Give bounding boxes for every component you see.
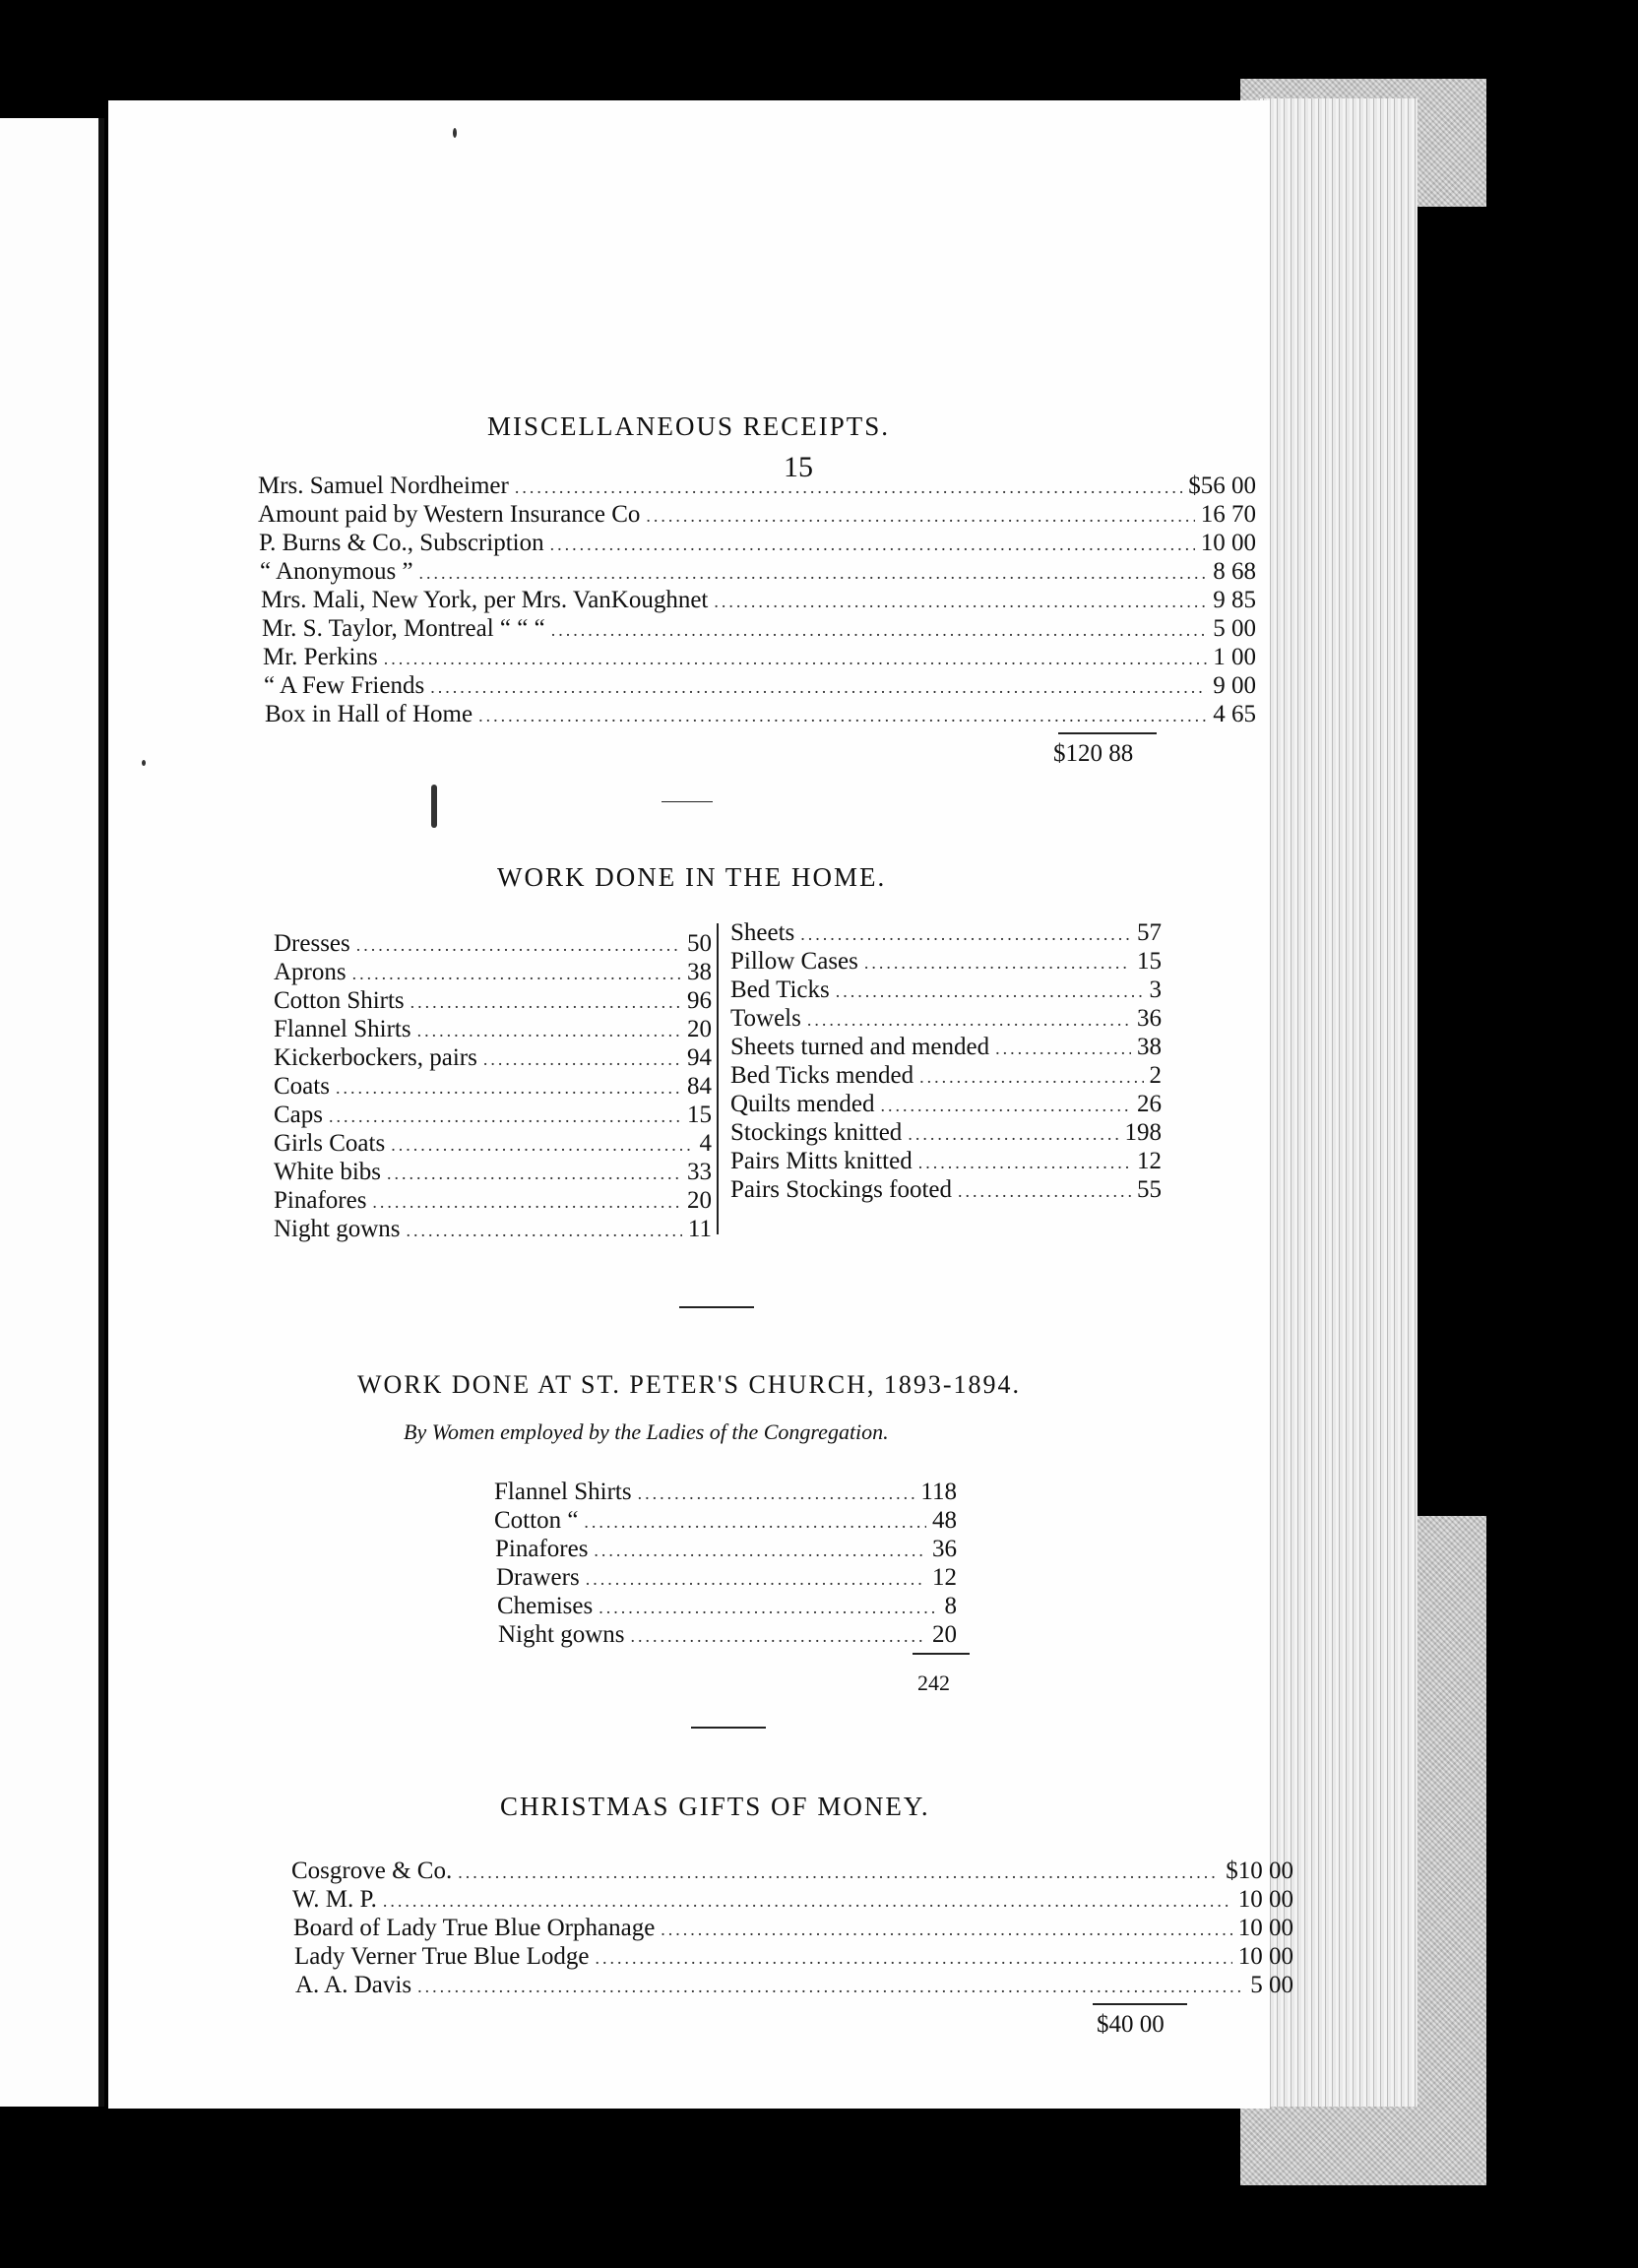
leader-dots [807, 1010, 1131, 1031]
sum-rule [1093, 2003, 1187, 2005]
list-item [730, 1034, 1162, 1061]
christmas-total: $40 00 [1097, 2011, 1165, 2038]
sum-rule [1058, 732, 1157, 734]
leader-dots [483, 1049, 681, 1070]
item-value: 36 [932, 1536, 957, 1562]
list-item [730, 1091, 1162, 1118]
list-item [274, 1187, 712, 1215]
item-value: 2 [1149, 1062, 1162, 1089]
item-amount: 5 00 [1213, 615, 1256, 642]
list-item [498, 1621, 957, 1649]
item-label: Mrs. Mali, New York, per Mrs. VanKoughnet [261, 587, 709, 613]
list-item [274, 1130, 712, 1158]
list-item [730, 1176, 1162, 1204]
work-home-heading: WORK DONE IN THE HOME. [497, 862, 887, 892]
item-value: 15 [1137, 948, 1162, 975]
item-label: Pinafores [495, 1536, 589, 1562]
item-label: Kickerbockers, pairs [274, 1044, 477, 1071]
list-item [294, 1943, 1293, 1971]
item-value: 33 [687, 1159, 712, 1185]
list-item [730, 1005, 1162, 1033]
item-label: Lady Verner True Blue Lodge [294, 1943, 590, 1970]
leader-dots [714, 592, 1207, 612]
section-divider [662, 801, 713, 802]
leader-dots [958, 1181, 1131, 1202]
item-label: Girls Coats [274, 1130, 386, 1157]
item-label: “ A Few Friends [264, 672, 425, 699]
leader-dots [419, 563, 1208, 584]
leader-dots [995, 1039, 1131, 1059]
leader-dots [918, 1153, 1131, 1173]
list-item [730, 976, 1162, 1004]
christmas-heading: CHRISTMAS GIFTS OF MONEY. [500, 1792, 930, 1821]
list-item [274, 959, 712, 986]
item-amount: 5 00 [1250, 1972, 1293, 1998]
page-speck [142, 760, 146, 766]
item-value: 57 [1137, 919, 1162, 946]
leader-dots [458, 1862, 1220, 1883]
leader-dots [596, 1948, 1232, 1969]
item-label: Night gowns [274, 1216, 401, 1242]
item-amount: 1 00 [1213, 644, 1256, 670]
leader-dots [387, 1164, 681, 1184]
list-item [265, 701, 1256, 728]
item-label: Pinafores [274, 1187, 367, 1214]
background-gap [1418, 207, 1496, 1516]
leader-dots [586, 1569, 926, 1590]
facing-page-edge [0, 118, 104, 2107]
leader-dots [417, 1977, 1244, 1997]
item-label: Dresses [274, 930, 350, 957]
leader-dots [383, 1891, 1232, 1912]
item-amount: 9 00 [1213, 672, 1256, 699]
sum-rule [913, 1653, 970, 1655]
item-value: 12 [1137, 1148, 1162, 1174]
item-label: Sheets [730, 919, 795, 946]
item-label: Coats [274, 1073, 330, 1100]
leader-dots [630, 1626, 926, 1647]
list-item [292, 1886, 1293, 1914]
list-item [730, 1148, 1162, 1175]
list-item [494, 1507, 957, 1535]
list-item [260, 558, 1256, 586]
item-label: Flannel Shirts [494, 1479, 632, 1505]
list-item [494, 1479, 957, 1506]
item-label: Cotton Shirts [274, 987, 405, 1014]
leader-dots [515, 477, 1182, 498]
item-value: 8 [944, 1593, 957, 1619]
leader-dots [356, 935, 681, 956]
item-amount: 9 85 [1213, 587, 1256, 613]
page-speck [453, 128, 457, 138]
church-heading: WORK DONE AT ST. PETER'S CHURCH, 1893-1894. [357, 1370, 1022, 1399]
page-number: 15 [784, 451, 813, 483]
leader-dots [864, 953, 1131, 974]
list-item [495, 1536, 957, 1563]
item-amount: $56 00 [1188, 472, 1256, 499]
leader-dots [598, 1598, 938, 1618]
item-value: 20 [687, 1016, 712, 1042]
section-divider [691, 1727, 766, 1729]
item-label: P. Burns & Co., Subscription [259, 530, 544, 556]
list-item [496, 1564, 957, 1592]
item-amount: 10 00 [1237, 1915, 1293, 1941]
leader-dots [406, 1221, 681, 1241]
item-label: Mr. Perkins [263, 644, 378, 670]
item-label: Mrs. Samuel Nordheimer [258, 472, 509, 499]
item-label: Towels [730, 1005, 801, 1032]
item-amount: 10 00 [1200, 530, 1256, 556]
item-value: 118 [920, 1479, 957, 1505]
leader-dots [417, 1021, 681, 1041]
item-value: 48 [932, 1507, 957, 1534]
item-label: Box in Hall of Home [265, 701, 473, 727]
list-item [274, 1102, 712, 1129]
item-label: Pairs Stockings footed [730, 1176, 952, 1203]
leader-dots [352, 964, 681, 984]
item-label: A. A. Davis [295, 1972, 412, 1998]
misc-receipts-heading: MISCELLANEOUS RECEIPTS. [487, 411, 891, 441]
item-label: Stockings knitted [730, 1119, 903, 1146]
list-item [274, 1159, 712, 1186]
leader-dots [908, 1124, 1118, 1145]
item-value: 12 [932, 1564, 957, 1591]
list-item [730, 1119, 1162, 1147]
column-divider [717, 923, 719, 1234]
item-label: Bed Ticks mended [730, 1062, 914, 1089]
item-label: Chemises [497, 1593, 594, 1619]
item-amount: 16 70 [1200, 501, 1256, 528]
item-label: Caps [274, 1102, 323, 1128]
item-value: 20 [687, 1187, 712, 1214]
item-value: 4 [699, 1130, 712, 1157]
item-label: Night gowns [498, 1621, 625, 1648]
list-item [295, 1972, 1293, 1999]
item-amount: 10 00 [1237, 1886, 1293, 1913]
list-item [274, 1073, 712, 1101]
item-label: Board of Lady True Blue Orphanage [293, 1915, 656, 1941]
list-item [258, 501, 1256, 529]
item-value: 84 [687, 1073, 712, 1100]
item-label: Quilts mended [730, 1091, 875, 1117]
item-value: 38 [687, 959, 712, 985]
list-item [730, 919, 1162, 947]
leader-dots [638, 1483, 915, 1504]
item-value: 36 [1137, 1005, 1162, 1032]
item-amount: 4 65 [1213, 701, 1256, 727]
leader-dots [391, 1135, 693, 1156]
list-item [261, 587, 1256, 614]
leader-dots [478, 706, 1207, 726]
leader-dots [646, 506, 1194, 527]
section-divider [679, 1306, 754, 1308]
item-label: Pairs Mitts knitted [730, 1148, 913, 1174]
item-label: Sheets turned and mended [730, 1034, 990, 1060]
list-item [274, 1216, 712, 1243]
list-item [497, 1593, 957, 1620]
leader-dots [584, 1512, 926, 1533]
leader-dots [410, 992, 681, 1013]
church-subtitle: By Women employed by the Ladies of the Congregation. [404, 1419, 889, 1444]
leader-dots [336, 1078, 681, 1099]
leader-dots [836, 981, 1144, 1002]
item-label: Pillow Cases [730, 948, 858, 975]
item-label: W. M. P. [292, 1886, 377, 1913]
item-label: White bibs [274, 1159, 382, 1185]
list-item [274, 987, 712, 1015]
item-value: 3 [1149, 976, 1162, 1003]
list-item [264, 672, 1256, 700]
leader-dots [919, 1067, 1143, 1088]
item-value: 50 [687, 930, 712, 957]
leader-dots [550, 535, 1195, 555]
list-item [274, 930, 712, 958]
item-amount: $10 00 [1226, 1858, 1293, 1884]
leader-dots [430, 677, 1207, 698]
list-item [274, 1016, 712, 1043]
page-speck [431, 785, 437, 828]
leader-dots [661, 1920, 1231, 1940]
item-value: 38 [1137, 1034, 1162, 1060]
leader-dots [800, 924, 1131, 945]
item-label: “ Anonymous ” [260, 558, 413, 585]
item-label: Aprons [274, 959, 346, 985]
item-label: Cosgrove & Co. [291, 1858, 453, 1884]
list-item [259, 530, 1256, 557]
leader-dots [551, 620, 1208, 641]
list-item [262, 615, 1256, 643]
item-value: 94 [687, 1044, 712, 1071]
leader-dots [372, 1192, 681, 1213]
item-label: Bed Ticks [730, 976, 830, 1003]
item-value: 96 [687, 987, 712, 1014]
page-stack-edges [1260, 98, 1418, 2107]
list-item [730, 1062, 1162, 1090]
list-item [258, 472, 1256, 500]
item-value: 55 [1137, 1176, 1162, 1203]
leader-dots [329, 1106, 681, 1127]
church-total: 242 [917, 1670, 950, 1695]
list-item [293, 1915, 1293, 1942]
item-label: Drawers [496, 1564, 580, 1591]
list-item [291, 1858, 1293, 1885]
item-label: Amount paid by Western Insurance Co [258, 501, 641, 528]
item-label: Flannel Shirts [274, 1016, 411, 1042]
item-amount: 8 68 [1213, 558, 1256, 585]
item-value: 15 [687, 1102, 712, 1128]
item-value: 20 [932, 1621, 957, 1648]
item-value: 11 [687, 1216, 712, 1242]
list-item [730, 948, 1162, 976]
item-value: 26 [1137, 1091, 1162, 1117]
misc-total: $120 88 [1053, 740, 1134, 767]
list-item [274, 1044, 712, 1072]
item-amount: 10 00 [1237, 1943, 1293, 1970]
document-page [108, 100, 1293, 2109]
item-value: 198 [1124, 1119, 1162, 1146]
leader-dots [881, 1096, 1131, 1116]
leader-dots [594, 1541, 926, 1561]
item-label: Mr. S. Taylor, Montreal “ “ “ [262, 615, 545, 642]
leader-dots [384, 649, 1208, 669]
item-label: Cotton “ [494, 1507, 579, 1534]
list-item [263, 644, 1256, 671]
